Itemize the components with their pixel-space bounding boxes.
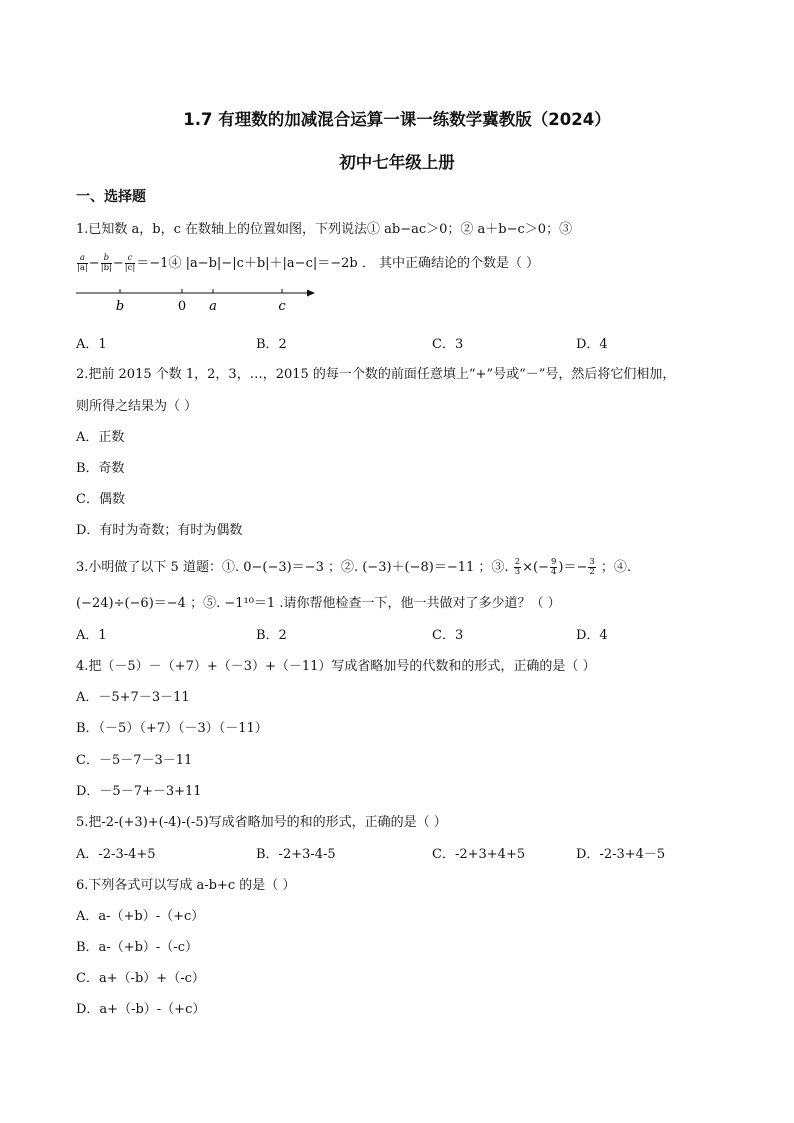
q5-option-d[interactable]: D．-2-3+4－5 xyxy=(576,847,666,862)
q4-option-d[interactable]: D．－5－7+－3+11 xyxy=(76,784,202,799)
label-a: a xyxy=(209,299,217,314)
q1-stem-line1: 1.已知数 a，b，c 在数轴上的位置如图，下列说法① ab−ac＞0；② a＋b−c＞0；③ xyxy=(76,222,573,237)
q3-option-b[interactable]: B．2 xyxy=(256,628,287,643)
q1-option-a[interactable]: A．1 xyxy=(76,337,107,352)
q4-stem: 4.把（－5）－（+7）+（－3）+（－11）写成省略加号的代数和的形式，正确的是（ ） xyxy=(76,659,596,674)
q6-option-d[interactable]: D．a+（-b）-（+c） xyxy=(76,1002,206,1017)
q4-option-c[interactable]: C．－5－7－3－11 xyxy=(76,753,193,768)
number-line-arrow xyxy=(307,290,315,297)
q2-option-d[interactable]: D．有时为奇数；有时为偶数 xyxy=(76,523,243,538)
q6-option-c[interactable]: C．a+（-b）+（-c） xyxy=(76,971,205,986)
q1-frac-c: $\frac{c}{|c|}$ xyxy=(124,253,136,273)
q6-option-a[interactable]: A．a-（+b）-（+c） xyxy=(76,909,205,924)
q2-stem-line1: 2.把前 2015 个数 1，2，3，…，2015 的每一个数的前面任意填上“+”号或“－”号，然后将它们相加， xyxy=(76,367,676,382)
label-b: b xyxy=(115,299,125,314)
q2-stem-line2: 则所得之结果为（ ） xyxy=(76,399,198,414)
section-heading: 一、选择题 xyxy=(76,189,146,205)
q2-option-b[interactable]: B．奇数 xyxy=(76,461,125,476)
q4-option-a[interactable]: A．－5+7－3－11 xyxy=(76,690,190,705)
q6-stem: 6.下列各式可以写成 a-b+c 的是（ ） xyxy=(76,878,296,893)
q5-option-b[interactable]: B．-2+3-4-5 xyxy=(256,847,336,862)
q1-frac-a: $\frac{a}{|a|}$ xyxy=(77,253,88,273)
doc-subtitle: 初中七年级上册 xyxy=(339,153,455,172)
q3-stem-line2: (−24)÷(−6)＝−4 ；⑤. −1¹⁰＝1 .请你帮他检查一下，他一共做对了多少道？（ ） xyxy=(76,596,561,611)
q3-frac-3-2: $\frac{3}{2}$ xyxy=(589,557,595,577)
q3-option-a[interactable]: A．1 xyxy=(76,628,107,643)
q1-number-line xyxy=(72,284,322,316)
q1-option-b[interactable]: B．2 xyxy=(256,337,287,352)
q1-stem-line2: $\frac{a}{|a|}$ − $\frac{b}{|b|}$ − $\frac{c}{|c|}$ ＝−1④ |a−b|−|c＋b|＋|a−c|＝−2b ． 其中正确结论的个数是（ ） xyxy=(77,253,540,273)
q2-option-a[interactable]: A．正数 xyxy=(76,430,125,445)
q3-option-c[interactable]: C．3 xyxy=(432,628,464,643)
q3-frac-9-4: $\frac{9}{4}$ xyxy=(550,557,557,577)
q3-frac-2-3: $\frac{2}{3}$ xyxy=(514,557,521,577)
q3-option-d[interactable]: D．4 xyxy=(576,628,608,643)
label-0: 0 xyxy=(177,299,187,314)
q5-option-c[interactable]: C．-2+3+4+5 xyxy=(432,847,526,862)
q3-stem-line1: 3.小明做了以下 5 道题：①. 0−(−3)＝−3 ；②. (−3)＋(−8)＝−11 ；③. $\frac{2}{3}$ ×(− $\frac{9}{4}$ )＝− $\frac{3}{2}$ ；④. xyxy=(76,557,632,577)
label-c: c xyxy=(278,299,286,314)
q1-option-c[interactable]: C．3 xyxy=(432,337,464,352)
q4-option-b[interactable]: B．（－5）（+7）（－3）（－11） xyxy=(76,721,268,736)
q2-option-c[interactable]: C．偶数 xyxy=(76,492,125,507)
q5-stem: 5.把-2-(+3)+(-4)-(-5)写成省略加号的和的形式，正确的是（ ） xyxy=(76,815,447,830)
q6-option-b[interactable]: B．a-（+b）-（-c） xyxy=(76,940,198,955)
doc-title: 1.7 有理数的加减混合运算一课一练数学冀教版（2024） xyxy=(183,110,611,129)
q1-frac-b: $\frac{b}{|b|}$ xyxy=(100,253,112,273)
q5-option-a[interactable]: A．-2-3-4+5 xyxy=(76,847,156,862)
q1-stem-line2-rest: ＝−1④ |a−b|−|c＋b|＋|a−c|＝−2b ． 其中正确结论的个数是（ ） xyxy=(136,256,540,271)
q1-option-d[interactable]: D．4 xyxy=(576,337,608,352)
